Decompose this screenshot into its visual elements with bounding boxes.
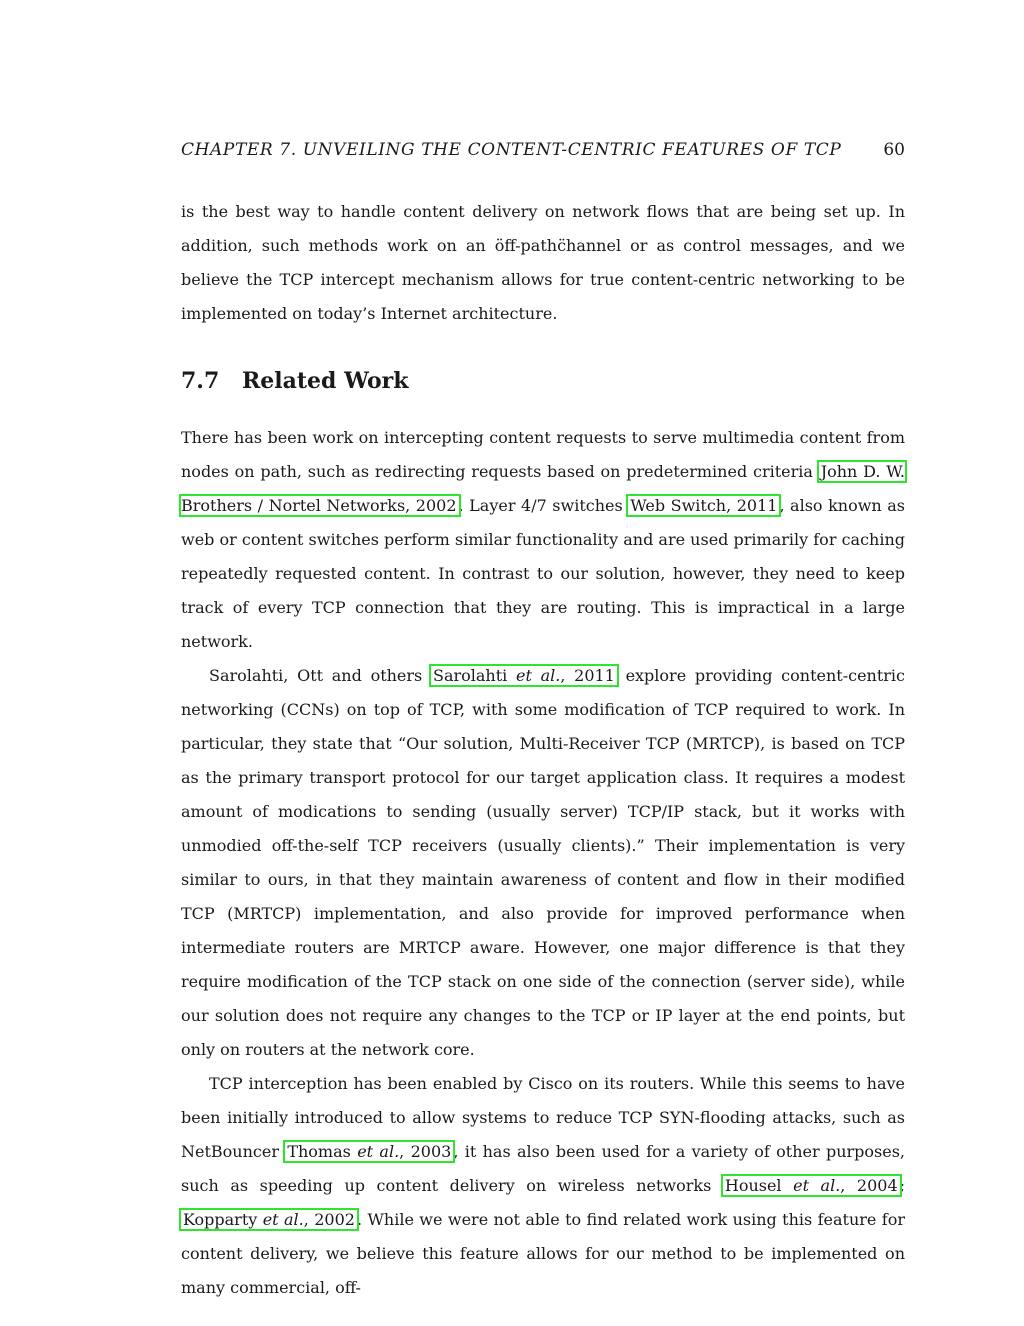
citation-etal: et al. xyxy=(262,1210,304,1229)
paragraph-text: , also known as web or content switches perform similar functionality and are used primarily for caching repeatedly requested content. In contrast to our solution, however, they need to keep track of every TCP connection that they are routing. This is impractical in a large network. xyxy=(181,496,906,651)
citation-author: Sarolahti xyxy=(432,666,516,685)
citation-year: , 2003 xyxy=(399,1142,452,1161)
citation-etal: et al. xyxy=(357,1142,400,1161)
paragraph-text: TCP interception has been enabled by Cisco on its routers. While this seems to have been initially introduced to allow systems to reduce TCP SYN-flooding attacks, such as NetBouncer xyxy=(181,1074,905,1161)
paragraph-text: explore providing content-centric networking (CCNs) on top of TCP, with some modification of TCP required to work. In particular, they state that “Our solution, Multi-Receiver TCP (MRTCP), is based on TCP as the primary transport protocol for our target application class. It requires a modest amount of modications to sending (usually server) TCP/IP stack, but it works with unmodied off-the-self TCP receivers (usually clients).” Their implementation is very similar to ours, in that they maintain awareness of content and flow in their modified TCP (MRTCP) implementation, and also provide for improved performance when intermediate routers are MRTCP aware. However, one major difference is that they require modification of the TCP stack on one side of the connection (server side), while our solution does not require any changes to the TCP or IP layer at the end points, but only on routers at the network core. xyxy=(181,666,906,1059)
section-heading xyxy=(181,368,409,394)
paragraph-text: Sarolahti, Ott and others xyxy=(209,666,431,685)
paragraph-cisco xyxy=(181,1067,905,1305)
citation-etal: et al. xyxy=(515,666,561,685)
citation-author: Housel xyxy=(724,1176,794,1195)
citation-year: , 2002 xyxy=(303,1210,355,1229)
paragraph-interception xyxy=(181,421,905,659)
paragraph-text: , it has also been used for a variety of other purposes, such as speeding up content delivery on wireless networks xyxy=(181,1142,906,1195)
paragraph-text: ; xyxy=(899,1176,906,1195)
citation-author: Kopparty xyxy=(183,1210,263,1229)
related-work-body xyxy=(181,421,905,1305)
citation-link-web-switch[interactable]: Web Switch, 2011 xyxy=(630,496,778,515)
citation-etal: et al. xyxy=(793,1176,841,1195)
paragraph-sarolahti xyxy=(181,659,905,1067)
running-header-title: CHAPTER 7. UNVEILING THE CONTENT-CENTRIC FEATURES OF TCP xyxy=(181,140,842,160)
citation-author: Thomas xyxy=(287,1142,358,1161)
section-number: 7.7 xyxy=(181,368,220,394)
citation-link-thomas[interactable] xyxy=(285,1142,453,1161)
citation-link-brothers[interactable]: John D. W. Brothers / Nortel Networks, 2002 xyxy=(181,462,906,515)
citation-year: , 2011 xyxy=(560,666,615,685)
section-title: Related Work xyxy=(242,368,409,394)
citation-link-housel[interactable] xyxy=(723,1176,900,1195)
citation-link-kopparty[interactable] xyxy=(181,1210,357,1229)
citation-year: , 2004 xyxy=(840,1176,898,1195)
page-number: 60 xyxy=(883,140,905,160)
paragraph-text: There has been work on intercepting content requests to serve multimedia content from nodes on path, such as redirecting requests based on predetermined criteria xyxy=(181,428,905,481)
paragraph-text: . Layer 4/7 switches xyxy=(458,496,629,515)
citation-link-sarolahti[interactable] xyxy=(431,666,617,685)
paragraph-text: . While we were not able to find related work using this feature for content delivery, we believe this feature allows for our method to be implemented on many commercial, off- xyxy=(181,1210,905,1297)
intro-paragraph: is the best way to handle content delivery on network flows that are being set up. In addition, such methods work on an öff-pathc̈hannel or as control messages, and we believe the TCP intercept mechanism allows for true content-centric networking to be implemented on today’s Internet architecture. xyxy=(181,202,905,323)
